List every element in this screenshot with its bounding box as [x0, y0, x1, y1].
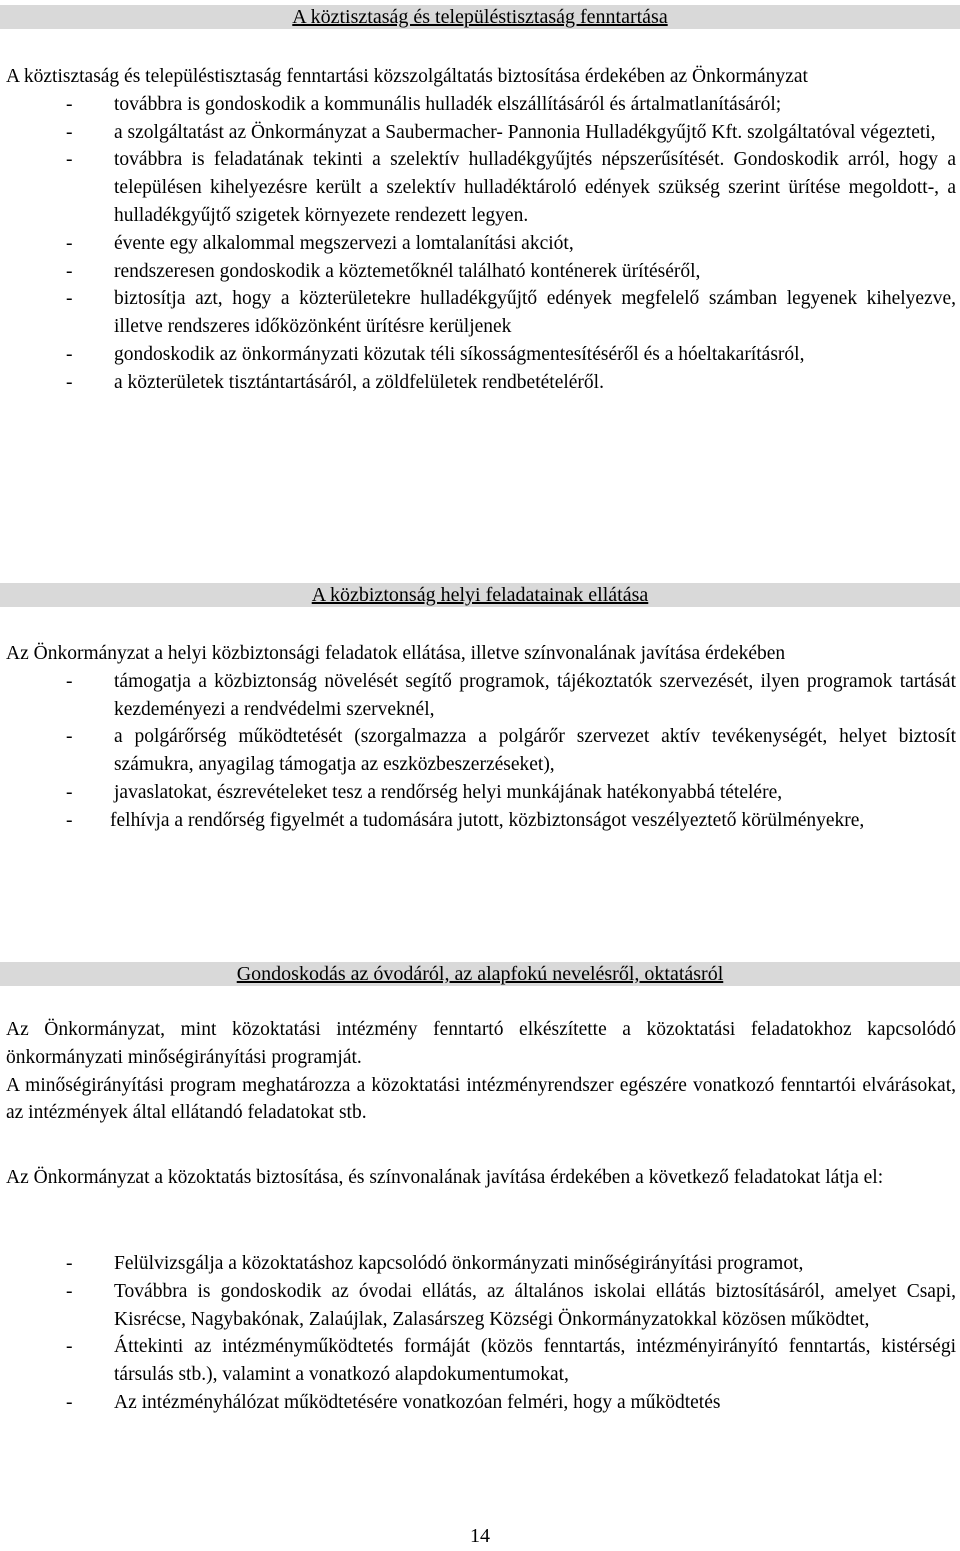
- section-heading-education: Gondoskodás az óvodáról, az alapfokú nevelésről, oktatásról: [0, 962, 960, 986]
- paragraph: Az Önkormányzat, mint közoktatási intézmény fenntartó elkészítette a közoktatási feladatokhoz kapcsolódó önkormányzati minőségirányítási programját.: [6, 1019, 956, 1068]
- list-dash: -: [66, 1253, 73, 1274]
- list-dash: -: [66, 670, 73, 692]
- list-dash: -: [66, 1391, 73, 1413]
- list-item: - továbbra is gondoskodik a kommunális hulladék elszállításáról és ártalmatlanításáról;: [6, 91, 956, 119]
- section-body-education: [6, 1016, 956, 1127]
- list-item: - évente egy alkalommal megszervezi a lomtalanítási akciót,: [6, 230, 956, 258]
- intro-paragraph: Az Önkormányzat a helyi közbiztonsági feladatok ellátása, illetve színvonalának javítása érdekében: [6, 643, 786, 664]
- list-dash: -: [66, 232, 73, 254]
- list-item: - a polgárőrség működtetését (szorgalmazza a polgárőr szervezet aktív tevékenységét, helyet biztosít számukra, anyagilag támogatja az eszközbeszerzéseket),: [6, 723, 956, 779]
- list-item: - rendszeresen gondoskodik a köztemetőknél található konténerek ürítéséről,: [6, 258, 956, 286]
- list-item: - biztosítja azt, hogy a közterületekre hulladékgyűjtő edények megfelelő számban legyenek kihelyezve, illetve rendszeres időközönként ürítésre kerüljenek: [6, 285, 956, 341]
- section-heading-cleanliness: A köztisztaság és településtisztaság fenntartása: [0, 5, 960, 29]
- list-item: - Áttekinti az intézményműködtetés formáját (közös fenntartás, intézményirányító fenntartás, kistérségi társulás stb.), valamint a vonatkozó alapdokumentumokat,: [6, 1333, 956, 1389]
- list-item: - támogatja a közbiztonság növelését segítő programok, tájékoztatók szervezését, ilyen programok tartását kezdeményezi a rendvédelmi szerveknél,: [6, 668, 956, 724]
- section-body-cleanliness: [6, 63, 956, 397]
- list-dash: -: [66, 149, 73, 171]
- list-item: - Továbbra is gondoskodik az óvodai ellátás, az általános iskolai ellátás biztosításáról, amelyet Csapi, Kisrécse, Nagybakónak, Zalaújlak, Zalasárszeg Községi Önkormányzatokkal közösen működtet,: [6, 1278, 956, 1334]
- list-item: - felhívja a rendőrség figyelmét a tudomására jutott, közbiztonságot veszélyeztető körülményekre,: [6, 807, 956, 835]
- section-body-public-safety: [6, 640, 956, 835]
- education-task-list: [6, 1250, 956, 1417]
- list-dash: -: [66, 371, 73, 393]
- section-heading-public-safety: A közbiztonság helyi feladatainak ellátása: [0, 583, 960, 607]
- list-dash: -: [66, 1280, 73, 1302]
- section-body-education-tasks: [6, 1164, 956, 1192]
- list-dash: -: [66, 1336, 73, 1358]
- list-item: - a szolgáltatást az Önkormányzat a Saubermacher- Pannonia Hulladékgyűjtő Kft. szolgáltatóval végezteti,: [6, 119, 956, 147]
- list-item: - Az intézményhálózat működtetésére vonatkozóan felméri, hogy a működtetés: [6, 1389, 956, 1417]
- intro-paragraph: A köztisztaság és településtisztaság fenntartási közszolgáltatás biztosítása érdekében az Önkormányzat: [6, 66, 808, 87]
- list-dash: -: [66, 288, 73, 310]
- list-item: - gondoskodik az önkormányzati közutak téli síkosságmentesítéséről és a hóeltakarításról,: [6, 341, 956, 369]
- list-dash: -: [66, 726, 73, 748]
- list-item: - Felülvizsgálja a közoktatáshoz kapcsolódó önkormányzati minőségirányítási programot,: [6, 1250, 956, 1278]
- list-item: - továbbra is feladatának tekinti a szelektív hulladékgyűjtés népszerűsítését. Gondoskodik arról, hogy a településen kihelyezésre került a szelektív hulladéktároló edények szükség szerint ürítése megoldott-, a hulladékgyűjtő szigetek környezete rendezett legyen.: [6, 146, 956, 229]
- paragraph: Az Önkormányzat a közoktatás biztosítása, és színvonalának javítása érdekében a következő feladatokat látja el:: [6, 1167, 884, 1188]
- page-number: 14: [470, 1525, 490, 1547]
- list-item: - javaslatokat, észrevételeket tesz a rendőrség helyi munkájának hatékonyabbá tételére,: [6, 779, 956, 807]
- list-dash: -: [66, 343, 73, 365]
- list-dash: -: [66, 809, 73, 831]
- list-dash: -: [66, 781, 73, 803]
- paragraph: A minőségirányítási program meghatározza a közoktatási intézményrendszer egészére vonatkozó fenntartói elvárásokat, az intézmények által ellátandó feladatokat stb.: [6, 1074, 956, 1124]
- list-dash: -: [66, 93, 73, 115]
- list-item: - a közterületek tisztántartásáról, a zöldfelületek rendbetételéről.: [6, 369, 956, 397]
- list-dash: -: [66, 260, 73, 282]
- list-dash: -: [66, 121, 73, 143]
